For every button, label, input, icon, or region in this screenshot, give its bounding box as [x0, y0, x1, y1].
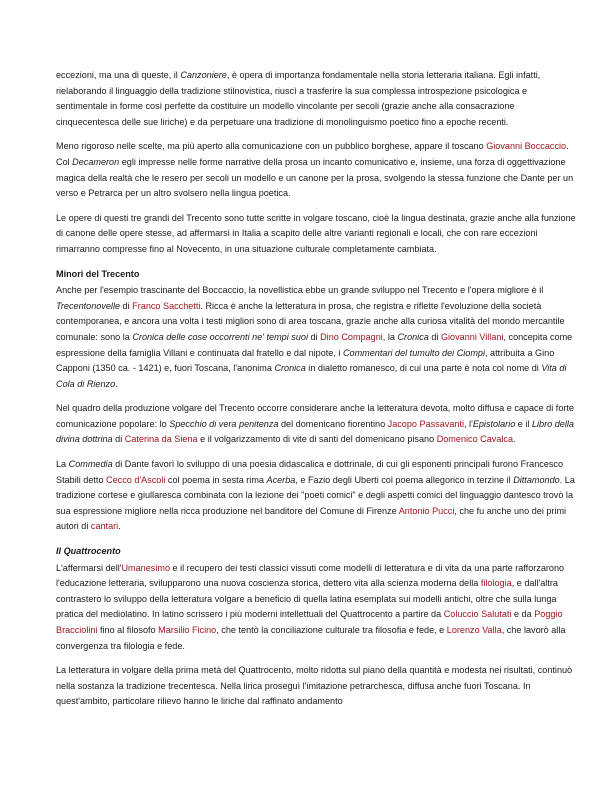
paragraph — [56, 68, 576, 130]
text-run: , concepita come espressione della famiglia Villani e continuata dal fratello e dal nipote, i — [56, 331, 573, 358]
text-run: . — [118, 521, 121, 532]
italic-title: Commentari del tumulto dei Ciompi — [342, 347, 485, 358]
italic-title: Specchio di vera penitenza — [169, 418, 279, 429]
italic-title: Decameron — [72, 156, 120, 167]
text-run: La letteratura in volgare della prima metà del Quattrocento, molto ridotta sul piano della quantità e modesta nei risultati, continuò nella sostanza la tradizione trecentesca. Nella lirica proseguì l'imitazione petrarchesca, diffusa anche fuori Toscana. In quest'ambito, particolare rilievo hanno le liriche dal raffinato andamento — [56, 665, 573, 707]
inline-link[interactable]: cantari — [90, 521, 119, 532]
paragraph — [56, 211, 576, 258]
text-run: La — [56, 459, 69, 470]
text-run: , attribuita a Gino Capponi (1350 ca. - 1421) e, fuori Toscana, l'anonima — [56, 347, 555, 374]
inline-link[interactable]: Lorenzo Valla — [446, 625, 502, 635]
italic-title: Acerba — [266, 474, 296, 485]
text-run: , l' — [464, 418, 473, 429]
text-run: di — [428, 331, 441, 342]
text-run: e il — [515, 418, 532, 429]
text-run: . — [115, 378, 118, 389]
paragraph — [56, 283, 576, 392]
inline-link[interactable]: Giovanni Villani — [440, 331, 504, 342]
text-run: di — [112, 434, 125, 445]
text-run: Anche per l'esempio trascinante del Boccaccio, la novellistica ebbe un grande sviluppo nel Trecento e l'opera migliore è il — [56, 285, 544, 296]
italic-title: Cronica — [274, 363, 306, 374]
text-run: . Ricca è anche la letteratura in prosa, che registra e riflette l'evoluzione della società contemporanea, e ancora una volta i testi migliori sono di area toscana, grazie anche alla curiosa vitalità del mondo mercantile comunale: sono la — [56, 300, 565, 342]
inline-link[interactable]: Jacopo Passavanti — [387, 418, 464, 429]
paragraph — [56, 139, 576, 201]
text-run: egli impresse nelle forme narrative della prosa un incanto comunicativo e, insieme, una forza di oggettivazione magica della realtà che le resero per secoli un modello e un canone per la prosa, svolgendo la stessa funzione che Dante per un verso e Petrarca per un altro svolsero nella lingua poetica. — [56, 156, 574, 199]
text-run: in dialetto romanesco, di cui una parte è nota col nome di — [305, 363, 542, 374]
text-run: Le opere di questi tre grandi del Trecento sono tutte scritte in volgare toscano, cioè la lingua destinata, grazie anche alla funzione di canone delle opere stesse, ad affermarsi in Italia a scapito delle altre varianti regionali e locali, che con rare eccezioni rimarranno compresse fino al Novecento, in una situazione culturale completamente cambiata. — [56, 212, 576, 254]
text-run: di Dante favorì lo sviluppo di una poesia didascalica e dottrinale, di cui gli esponenti principali furono Francesco Stabili detto — [56, 459, 564, 485]
text-run: del domenicano fiorentino — [278, 418, 388, 429]
inline-link[interactable]: Giovanni Boccaccio — [486, 141, 567, 152]
text-run: Il Quattrocento — [56, 546, 121, 557]
text-run: di — [120, 300, 133, 311]
text-run: , è opera di importanza fondamentale nella storia letteraria italiana. Egli infatti, rielaborando il linguaggio della tradizione stilnovistica, riuscì a trasferire la sua complessa introspezione psicologica e sentimentale in forme così perfette da costituire un modello vincolante per secoli (grazie anche alla consacrazione cinquecentesca delle sue liriche) e da perpetuare una tradizione di monolinguismo poetico fino a epoche recenti. — [56, 70, 541, 127]
text-run: e da — [511, 609, 535, 620]
italic-title: Epistolario — [472, 418, 516, 429]
text-run: Nel quadro della produzione volgare del Trecento occorre considerare anche la letteratura devota, molto diffusa e capace di forte comunicazione popolare: lo — [56, 403, 574, 429]
text-run: . La tradizione cortese e giullaresca combinata con la lezione dei "poeti comici" e degli aspetti comici del linguaggio dantesco trovò la sua espressione migliore nella ricca produzione nel banditore del Comune di Firenze — [56, 474, 575, 516]
inline-link[interactable]: Coluccio Salutati — [443, 609, 512, 620]
text-run: L'affermarsi dell' — [56, 562, 122, 573]
text-run: , la — [382, 331, 398, 342]
text-run: e il volgarizzamento di vite di santi del domenicano pisano — [197, 434, 437, 445]
text-run: col poema in sesta rima — [165, 474, 267, 485]
text-run: , e Fazio degli Uberti col poema allegorico in terzine il — [295, 474, 514, 485]
section-heading — [56, 544, 576, 560]
italic-title: Libro della divina dottrina — [56, 418, 574, 445]
inline-link[interactable]: Umanesimo — [121, 562, 170, 573]
paragraph — [56, 401, 576, 448]
inline-link[interactable]: Antonio Pucci — [398, 505, 455, 516]
text-run: Meno rigoroso nelle scelte, ma più aperto alla comunicazione con un pubblico borghese, appare il toscano — [56, 141, 487, 152]
text-run: di — [307, 331, 321, 342]
inline-link[interactable]: Caterina da Siena — [124, 434, 198, 445]
text-run: . — [513, 434, 516, 445]
italic-title: Cronica delle cose occorrenti ne' tempi suoi — [132, 331, 308, 342]
text-run: Minori del Trecento — [56, 268, 140, 279]
text-run: , e dall'altra contrastero lo sviluppo della letteratura volgare a beneficio di quella latina esemplata sui modelli antichi, oltre che sulla lunga pratica del mediolatino. In latino scrissero i più moderni intellettuali del Quattrocento a partire da — [56, 578, 558, 620]
text-run: . Col — [56, 141, 569, 167]
italic-title: Canzoniere — [180, 70, 227, 80]
text-run: , che lavorò alla convergenza tra filologia e fede. — [56, 625, 566, 651]
text-run: e il recupero dei testi classici vissuti come modelli di letteratura e di vita da una parte rafforzarono l'educazione letteraria, svilupparono una nuova coscienza storica, dettero vita alla scienza moderna della — [56, 562, 565, 589]
italic-title: Dittamondo — [513, 474, 560, 485]
inline-link[interactable]: filologia — [480, 578, 512, 589]
inline-link[interactable]: Poggio Bracciolini — [56, 609, 563, 635]
document-page — [56, 68, 576, 719]
italic-title: Commedia — [68, 459, 113, 470]
inline-link[interactable]: Dino Compagni — [320, 331, 383, 342]
inline-link[interactable]: Franco Sacchetti — [132, 300, 201, 311]
text-run: fino al filosofo — [97, 625, 159, 635]
paragraph — [56, 663, 576, 710]
paragraph — [56, 561, 576, 655]
italic-title: Trecentonovelle — [56, 300, 121, 311]
inline-link[interactable]: Marsilio Ficino — [158, 625, 217, 635]
text-run: , che tentò la conciliazione culturale tra filosofia e fede, e — [216, 625, 447, 635]
inline-link[interactable]: Domenico Cavalca — [436, 434, 514, 445]
text-run: , che fu anche uno dei primi autori di — [56, 505, 567, 532]
section-heading — [56, 267, 576, 283]
text-run: eccezioni, ma una di queste, il — [56, 70, 181, 80]
paragraph — [56, 457, 576, 535]
inline-link[interactable]: Cecco d'Ascoli — [106, 474, 166, 485]
italic-title: Vita di Cola di Rienzo — [56, 363, 567, 389]
italic-title: Cronica — [397, 331, 429, 342]
